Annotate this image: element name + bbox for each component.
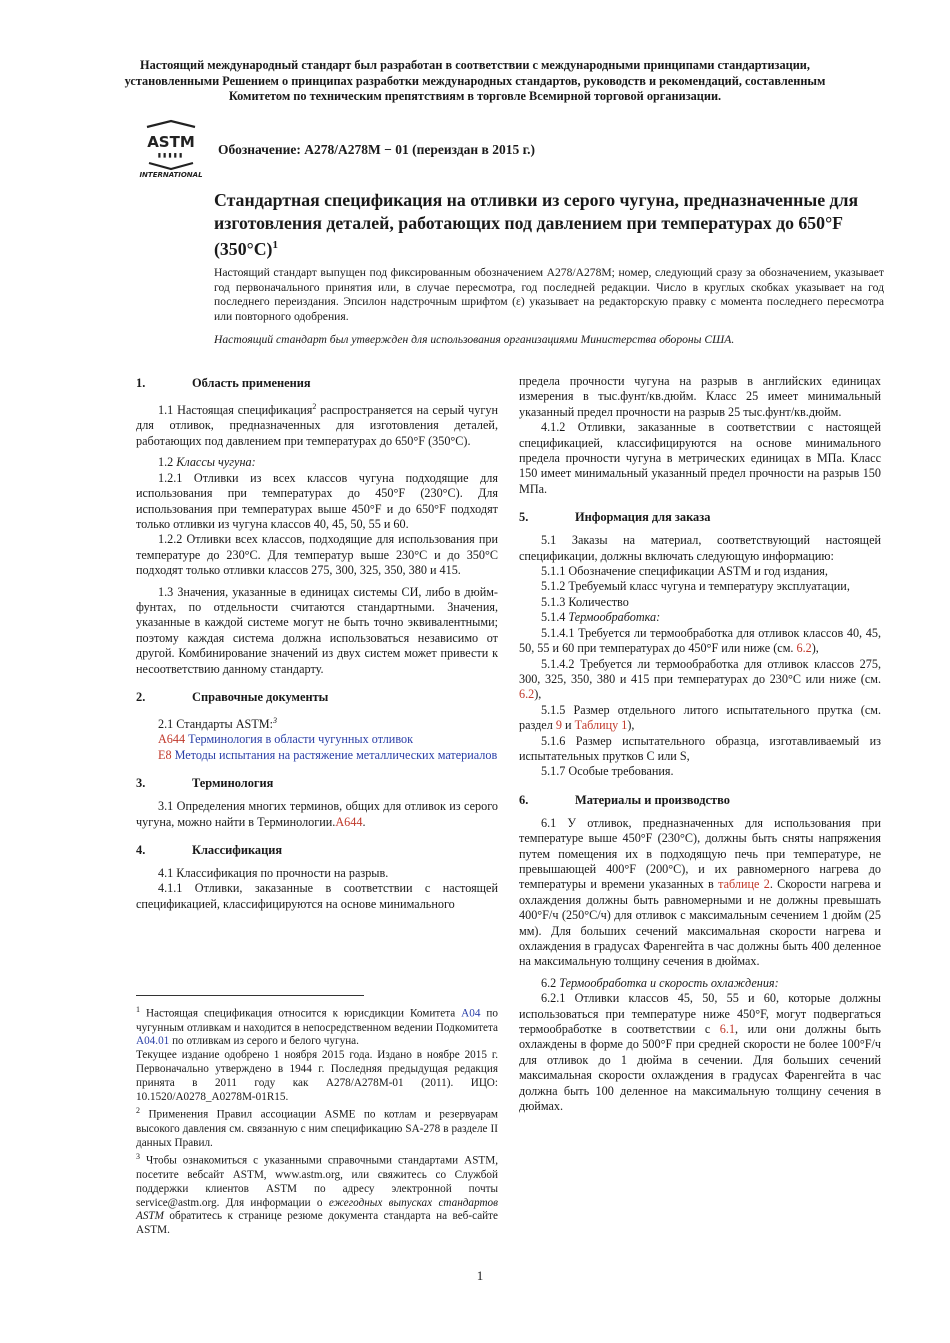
para-4-1-1: 4.1.1 Отливки, заказанные в соответствии с настоящей спецификацией, классифицируются на основе минимального [136,881,498,911]
para-1-1: 1.1 Настоящая спецификация$^2$ распространяется на серый чугун для отливок, предназначенных для изготовления деталей, работающих под давлением при температурах до 650°F (350°C). [136,402,498,448]
reference-a644[interactable]: A644 Терминология в области чугунных отливок [158,732,414,747]
section-4-heading: 4. Классификация [136,843,283,858]
para-4-1-2: 4.1.2 Отливки, заказанные в соответствии с настоящей спецификацией, классифицируются на основе минимального предела прочности чугуна в метрических единицах в МПа. Класс 150 имеет минимальный указанный предел прочности на разрыв 150 МПа. [519,420,881,496]
para-6-2-1: 6.2.1 Отливки классов 45, 50, 55 и 60, которые должны использоваться при температуре ниже 450°F, могут подвергаться термообработке в соответствии с 6.1, или они должны быть охлаждены в форме до 500°F при средней скорости не более 100°F/ч для отливок до 1 дюйма в сечении. Для больших сечений максимальная скорости охлаждения в градусах Фаренгейта в час должна быть 100 деленное на максимальную толщину сечения в дюймах. [519,991,881,1114]
para-5-1-4: 5.1.4 Термообработка: [541,610,661,625]
designation: Обозначение: A278/A278M − 01 (переиздан в 2015 г.) [218,142,536,157]
svg-text:ASTM: ASTM [147,133,195,151]
para-1-2: 1.2 Классы чугуна: [158,455,256,470]
svg-text:INTERNATIONAL: INTERNATIONAL [139,171,203,179]
para-5-1-3: 5.1.3 Количество [541,594,629,609]
link-6-2[interactable]: 6.2 [519,687,535,702]
link-6-1[interactable]: 6.1 [719,1022,736,1037]
section-6-heading: 6. Материалы и производство [519,792,730,807]
footnote-2: $^2$ Применения Правил ассоциации ASME по котлам и резервуарам высокого давления см. связанную с ним спецификацию SA-278 в разделе II данных Правил. [136,1106,498,1149]
para-5-1-7: 5.1.7 Особые требования. [541,764,674,779]
document-title: Стандартная спецификация на отливки из серого чугуна, предназначенные для изготовления деталей, работающих под давлением при температурах до 650°F $(350^\circ C)^1$ [214,190,859,259]
para-5-1-1: 5.1.1 Обозначение спецификации ASTM и год издания, [541,564,828,579]
para-4-1-1-cont: предела прочности чугуна на разрыв в английских единицах измерения в тыс.фунт/кв.дюйм. Класс 25 имеет минимальный указанный предел прочности на разрыв 25 тыс.фунт/кв.дюйм. [519,374,881,419]
wto-notice: Настоящий международный стандарт был разработан в соответствии с международными принципами стандартизации, установленными Решением о принципах разработки международных стандартов, руководств и рекомендаций, составленным Комитетом по техническим препятствиям в торговле Всемирной торговой организации. [124,58,826,103]
link-a644[interactable]: A644 [335,814,363,829]
para-5-1-6: 5.1.6 Размер испытательного образца, изготавливаемый из испытательных прутков C или S, [519,733,881,763]
link-a04-01[interactable]: A04.01 [136,1035,170,1048]
footnote-1-edition: Текущее издание одобрено 1 ноября 2015 года. Издано в ноябре 2015 г. Первоначально утверждено в 1944 г. Последняя предыдущая редакция принята в 2011 году как A278/A278M-01 (2011). ИЦО: 10.1520/A0278_A0278M-01R15. [136,1049,498,1103]
para-3-1: 3.1 Определения многих терминов, общих для отливок из серого чугуна, можно найти в Терминологии.A644. [136,799,498,829]
footnote-3: $^3$ Чтобы ознакомиться с указанными справочными стандартами ASTM, посетите вебсайт ASTM, www.astm.org, или свяжитесь со Службой поддержки клиентов ASTM по адресу электронной почты service@astm.org. Для информации о ежегодных выпусках стандартов ASTM обратитесь к странице резюме документа стандарта на веб-сайте ASTM. [136,1152,498,1237]
footnote-1: $^1$ Настоящая спецификация относится к юрисдикции Комитета A04 по чугунным отливкам и находится в непосредственном ведении Подкомитета A04.01 по отливкам из серого и белого чугуна. [136,1005,498,1048]
link-table-2[interactable]: таблице 2 [718,877,770,892]
section-1-heading: 1. Область применения [136,376,311,390]
para-1-2-2: 1.2.2 Отливки всех классов, подходящие для использования при температуре до 230°C. Для температур выше 230°C и до 350°C подходят только отливки классов 275, 300, 325, 350, 380 и 415. [136,532,498,578]
footnote-divider [136,995,364,996]
right-column [519,374,881,1114]
para-5-1-5: 5.1.5 Размер отдельного литого испытательного прутка (см. раздел 9 и Таблицу 1), [519,702,881,733]
astm-logo [137,119,205,179]
intro-paragraph: Настоящий стандарт выпущен под фиксированным обозначением A278/A278M; номер, следующий сразу за обозначением, указывает год первоначального принятия или, в случае пересмотра, год последней редакции. Число в круглых скобках указывает на год последнего переиздания. Эпсилон надстрочным шрифтом (ε) указывает на редакторскую правку с момента последнего пересмотра или повторного одобрения. [214,266,884,323]
section-3-heading: 3. Терминология [136,776,274,791]
para-1-3: 1.3 Значения, указанные в единицах системы СИ, либо в дюйм-фунтах, по отдельности считаются стандартными. Значения, указанные в каждой системе могут не быть точно эквивалентными; поэтому каждая система должна использоваться независимо от другой. Комбинирование значений из двух систем может привести к несоответствию данному стандарту. [136,584,498,676]
para-6-2: 6.2 Термообработка и скорость охлаждения: [541,975,779,990]
para-1-2-1: 1.2.1 Отливки из всех классов чугуна подходящие для использования при температурах до 450°F (230°C). Для использования при температурах выше 450°F и до 650°F подходят только отливки из чугуна классов 40, 45, 50, 55 и 60. [136,470,498,531]
para-5-1: 5.1 Заказы на материал, соответствующий настоящей спецификации, должны включать следующую информацию: [519,533,881,563]
section-5-heading: 5. Информация для заказа [519,510,711,525]
para-4-1: 4.1 Классификация по прочности на разрыв. [158,866,389,881]
page-number: 1 [476,1268,484,1283]
para-5-1-4-1: 5.1.4.1 Требуется ли термообработка для отливок классов 40, 45, 50, 55 и 60 при температурах до 450°F или ниже (см. 6.2), [519,625,881,656]
footnotes [136,1003,498,1238]
link-table-1[interactable]: Таблицу 1 [574,718,628,733]
link-6-2[interactable]: 6.2 [796,641,812,656]
para-5-1-2: 5.1.2 Требуемый класс чугуна и температуру эксплуатации, [541,579,850,594]
svg-text:▮▮▮▮▮: ▮▮▮▮▮ [157,152,185,159]
approval-note: Настоящий стандарт был утвержден для использования организациями Министерства обороны США. [214,333,735,346]
para-6-1: 6.1 У отливок, предназначенных для использования при температуре выше 450°F (230°C), должны быть сняты напряжения путем помещения их в подходящую печь при температуре, не превышающей 400°F (200°C), и их равномерного нагрева до температуры и времени указанных в таблице 2. Скорости нагрева и охлаждения должны быть равномерными и не должны превышать 400°F/ч (250°C/ч) для отливок с максимальным сечением 1 дюйм (25 мм). Для больших сечений максимальная скорости нагрева и охлаждения в градусах Фаренгейта в час должны быть 400 деленное на максимальную толщину сечения в дюймах. [519,815,881,969]
section-2-heading: 2. Справочные документы [136,689,329,704]
link-a04[interactable]: A04 [461,1007,481,1020]
para-2-1: 2.1 Стандарты ASTM:$^3$ [158,715,278,732]
para-5-1-4-2: 5.1.4.2 Требуется ли термообработка для отливок классов 275, 300, 325, 350, 380 и 415 при температурах до 230°C или ниже (см. 6.2), [519,656,881,702]
left-column [136,374,498,912]
reference-e8[interactable]: E8 Методы испытания на растяжение металлических материалов [158,747,498,762]
link-section-9[interactable]: 9 [555,718,562,733]
